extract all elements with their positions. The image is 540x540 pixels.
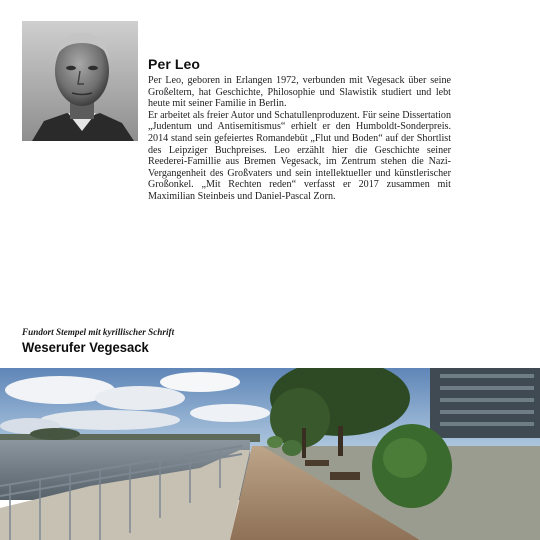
bio-paragraph: Per Leo, geboren in Erlangen 1972, verbunden mit Vegesack über seine Großeltern, hat Geschichte, Philosophie und Slawistik studiert und lebt heute mit seiner Familie in Berlin. [148,75,451,110]
caption-title: Weserufer Vegesack [22,340,149,356]
author-bio [148,56,451,203]
caption-subtitle: Fundort Stempel mit kyrillischer Schrift [22,327,175,337]
author-name: Per Leo [148,56,201,72]
bio-paragraph: Er arbeitet als freier Autor und Schatullenproduzent. Für seine Dissertation „Judentum und Antisemitismus“ erhielt er den Humboldt-Sonderpreis. 2014 stand sein gefeiertes Romandebüt „Flut und Boden“ auf der Shortlist des Leipziger Buchpreises. Leo erzählt hier die Geschichte seiner Reederei-Famillie aus Bremen Vegesack, im Zentrum stehen die Nazi-Vergangenheit des Großvaters und sein intellektueller und künstlerischer Großonkel. „Mit Rechten reden“ verfasst er 2017 zusammen mit Maximilian Steinbeis und Daniel-Pascal Zorn. [148,109,451,202]
author-portrait [22,21,138,141]
photo-caption [22,327,174,356]
panorama-photo [0,368,540,540]
